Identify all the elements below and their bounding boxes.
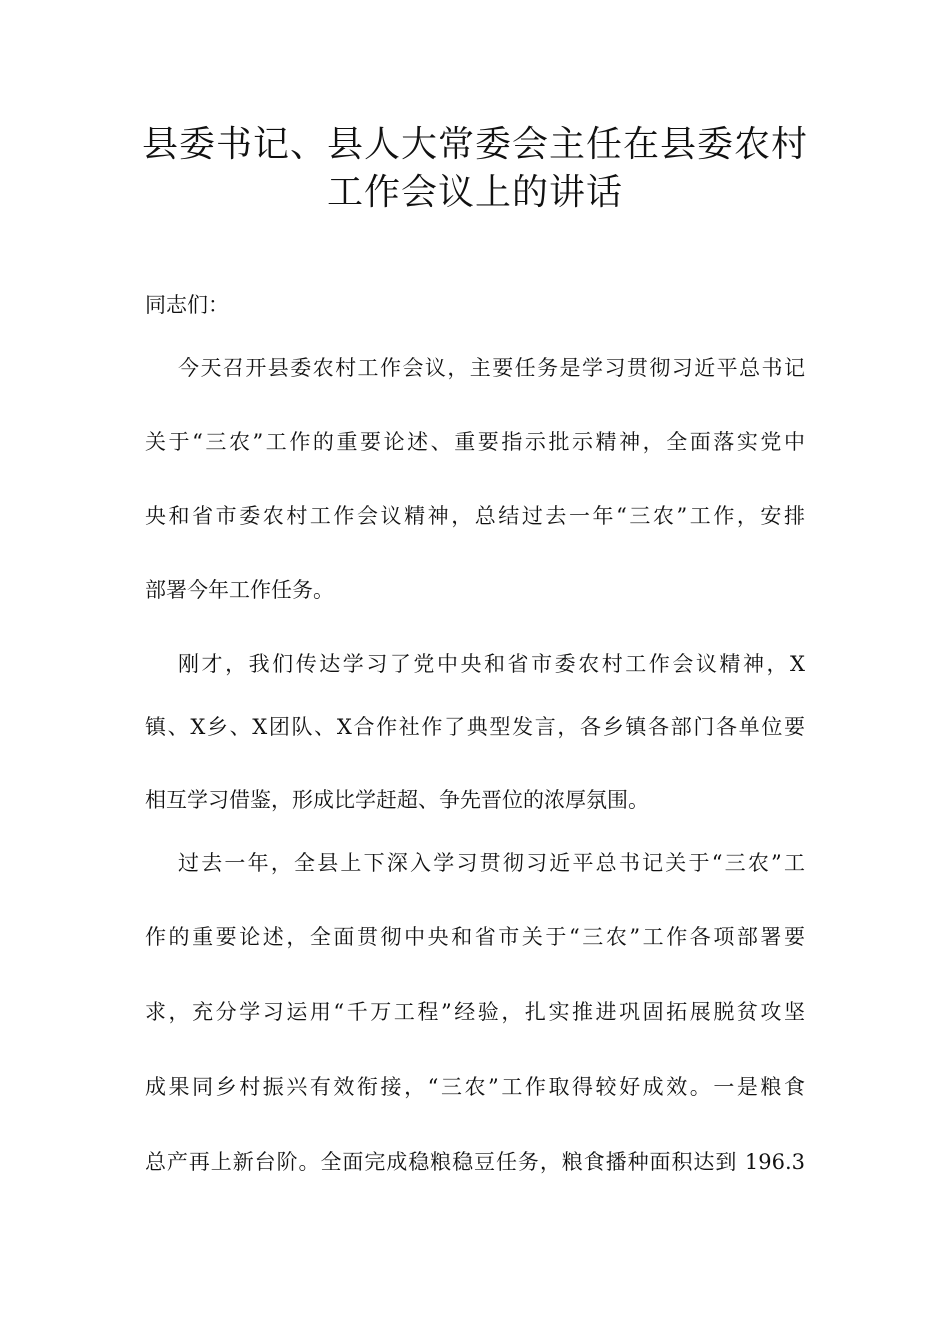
paragraph-3-line: 过去一年，全县上下深入学习贯彻习近平总书记关于“三农”工 [178, 851, 805, 875]
paragraph-1-line: 央和省市委农村工作会议精神，总结过去一年“三农”工作，安排 [145, 504, 805, 528]
paragraph-1-line: 部署今年工作任务。 [145, 578, 334, 602]
paragraph-3-line: 作的重要论述，全面贯彻中央和省市关于“三农”工作各项部署要 [145, 925, 805, 949]
paragraph-3-line: 总产再上新台阶。全面完成稳粮稳豆任务，粮食播种面积达到 196.3 [145, 1150, 805, 1174]
document-title-line-2: 工作会议上的讲话 [326, 172, 623, 213]
paragraph-1-line: 关于“三农”工作的重要论述、重要指示批示精神，全面落实党中 [145, 430, 805, 454]
salutation: 同志们： [145, 293, 229, 317]
paragraph-2-line: 刚才，我们传达学习了党中央和省市委农村工作会议精神，X [178, 652, 805, 676]
paragraph-3-line: 成果同乡村振兴有效衔接，“三农”工作取得较好成效。一是粮食 [145, 1075, 805, 1099]
paragraph-1-line: 今天召开县委农村工作会议，主要任务是学习贯彻习近平总书记 [178, 356, 805, 380]
paragraph-3-line: 求，充分学习运用“千万工程”经验，扎实推进巩固拓展脱贫攻坚 [145, 1000, 805, 1024]
paragraph-2-line: 镇、X乡、X团队、X合作社作了典型发言，各乡镇各部门各单位要 [145, 715, 805, 739]
document-title-line-1: 县委书记、县人大常委会主任在县委农村 [141, 124, 808, 165]
paragraph-2-line: 相互学习借鉴，形成比学赶超、争先晋位的浓厚氛围。 [145, 788, 649, 812]
